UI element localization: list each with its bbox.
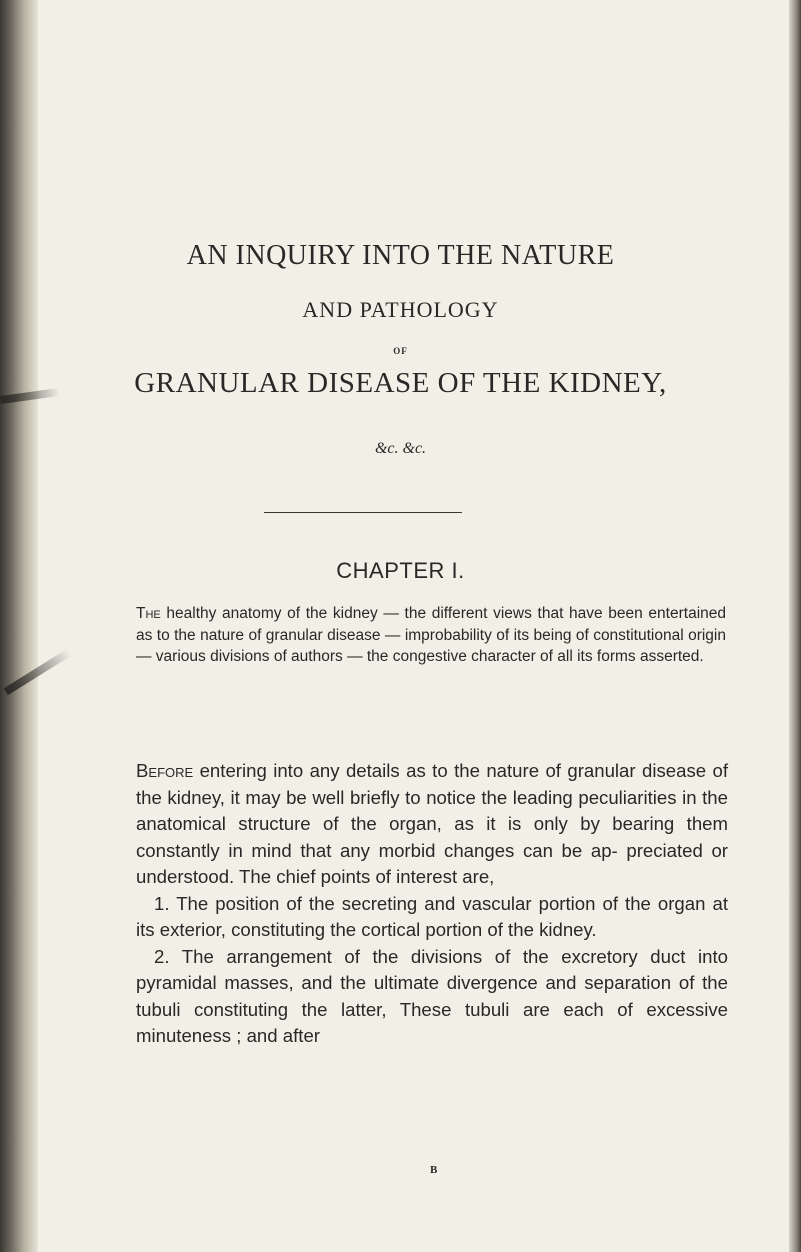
title-line-2: AND PATHOLOGY xyxy=(302,297,499,322)
title-etc: &c. &c. xyxy=(374,440,427,457)
body-text xyxy=(136,758,728,1050)
summary-lead: The xyxy=(136,605,161,622)
title-line-3: GRANULAR DISEASE OF THE KIDNEY, xyxy=(134,367,667,399)
paragraph-3: 2. The arrangement of the divisions of the excretory duct into pyramidal masses, and the ultimate divergence and separation of the tubuli constituting the latter, These tubuli are each of excessive minuteness ; and after xyxy=(136,945,728,1046)
title-of: OF xyxy=(393,346,408,356)
paragraph-1 xyxy=(136,758,728,891)
paragraph-lead: Before xyxy=(136,760,194,781)
chapter-summary xyxy=(136,603,726,668)
signature-mark: B xyxy=(430,1164,438,1176)
paragraph-1-text: entering into any details as to the nature of granular disease of the kidney, it may be well briefly to notice the leading peculiarities in the anatomical structure of the organ, as it is only by bearing them constantly in mind that any morbid changes can be ap- preciated or understood. The chief points of interest are, xyxy=(136,760,728,887)
title-line-1: AN INQUIRY INTO THE NATURE xyxy=(186,240,615,271)
chapter-heading: CHAPTER I. xyxy=(336,558,465,583)
page-edge xyxy=(789,0,801,1252)
summary-text: healthy anatomy of the kidney — the different views that have been entertained as to the nature of granular disease — improbability of its being of constitutional origin — various divisions of authors — the congestive character of all its forms asserted. xyxy=(136,605,726,665)
book-gutter xyxy=(0,0,38,1252)
paragraph-2: 1. The position of the secreting and vascular portion of the organ at its exterior, constituting the cortical portion of the kidney. xyxy=(136,892,728,940)
divider-rule xyxy=(264,512,462,513)
